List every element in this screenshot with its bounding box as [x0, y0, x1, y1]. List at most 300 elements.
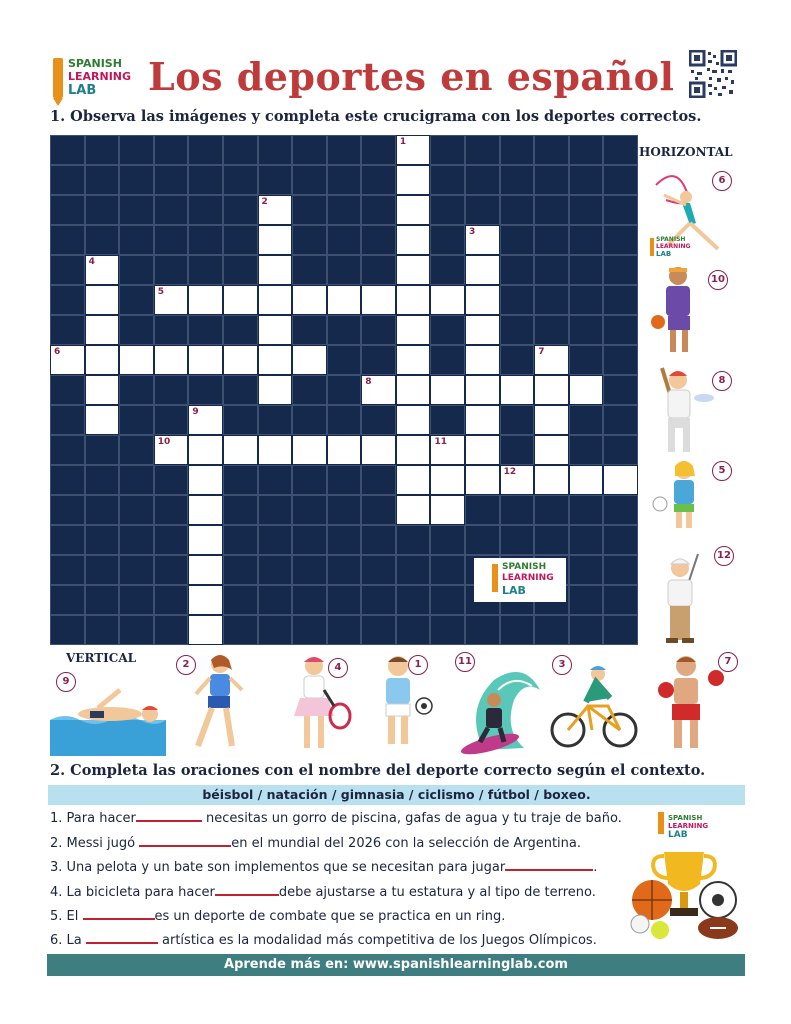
sentence-2-end: en el mundial del 2026 con la selección de Argentina. — [231, 836, 581, 851]
crossword-block — [361, 405, 396, 435]
crossword-block — [500, 135, 535, 165]
crossword-cell[interactable] — [223, 285, 258, 315]
crossword-block — [603, 405, 638, 435]
crossword-block — [327, 405, 362, 435]
badge-v3: 3 — [552, 655, 572, 675]
crossword-block — [327, 135, 362, 165]
clue-number: 1 — [399, 137, 407, 147]
crossword-block — [603, 525, 638, 555]
crossword-block — [50, 495, 85, 525]
crossword-cell[interactable] — [396, 435, 431, 465]
crossword-cell[interactable] — [258, 255, 293, 285]
crossword-cell[interactable] — [188, 465, 223, 495]
clue-number: 12 — [503, 467, 517, 477]
crossword-block — [154, 615, 189, 645]
crossword-cell[interactable] — [465, 225, 500, 255]
sentence-6-start: 6. La — [50, 933, 86, 948]
badge-v1: 1 — [408, 655, 428, 675]
crossword-block — [85, 525, 120, 555]
crossword-block — [154, 495, 189, 525]
clue-number: 10 — [157, 437, 171, 447]
crossword-block — [292, 555, 327, 585]
runner-icon — [180, 650, 252, 756]
crossword-cell[interactable] — [85, 315, 120, 345]
crossword-block — [119, 465, 154, 495]
crossword-block — [223, 195, 258, 225]
crossword-block — [361, 525, 396, 555]
crossword-block — [258, 165, 293, 195]
crossword-cell[interactable] — [188, 495, 223, 525]
crossword-block — [327, 495, 362, 525]
trophy-and-balls-icon — [628, 812, 740, 942]
crossword-block — [534, 135, 569, 165]
crossword-block — [327, 345, 362, 375]
crossword-block — [223, 165, 258, 195]
crossword-cell[interactable] — [534, 465, 569, 495]
crossword-block — [569, 615, 604, 645]
crossword-cell[interactable] — [430, 375, 465, 405]
crossword-block — [396, 525, 431, 555]
crossword-block — [569, 255, 604, 285]
answer-blank-5[interactable] — [83, 906, 155, 920]
crossword-cell[interactable] — [85, 285, 120, 315]
swimmer-icon — [50, 680, 166, 756]
crossword-cell[interactable] — [361, 375, 396, 405]
crossword-block — [500, 345, 535, 375]
crossword-block — [188, 315, 223, 345]
crossword-cell[interactable] — [327, 285, 362, 315]
badge-h6: 6 — [712, 171, 732, 191]
crossword-cell[interactable] — [154, 435, 189, 465]
crossword-block — [534, 165, 569, 195]
crossword-block — [430, 165, 465, 195]
crossword-block — [223, 465, 258, 495]
crossword-block — [154, 465, 189, 495]
crossword-cell[interactable] — [188, 555, 223, 585]
crossword-cell[interactable] — [396, 495, 431, 525]
crossword-block — [500, 285, 535, 315]
crossword-block — [327, 225, 362, 255]
crossword-cell[interactable] — [396, 135, 431, 165]
crossword-block — [154, 585, 189, 615]
sentence-2-start: 2. Messi jugó — [50, 836, 140, 851]
crossword-block — [569, 345, 604, 375]
crossword-cell[interactable] — [258, 375, 293, 405]
badge-h5: 5 — [712, 461, 732, 481]
crossword-block — [119, 255, 154, 285]
crossword-cell[interactable] — [258, 225, 293, 255]
badge-v11: 11 — [455, 652, 475, 672]
crossword-block — [534, 195, 569, 225]
crossword-cell[interactable] — [396, 465, 431, 495]
tennis-player-icon — [284, 650, 356, 756]
crossword-block — [603, 585, 638, 615]
answer-blank-3[interactable] — [505, 857, 593, 871]
footer-banner: Aprende más en: www.spanishlearninglab.com — [47, 954, 745, 976]
crossword-cell[interactable] — [223, 345, 258, 375]
crossword-cell[interactable] — [258, 315, 293, 345]
crossword-block — [603, 315, 638, 345]
crossword-block — [327, 375, 362, 405]
crossword-block — [603, 555, 638, 585]
crossword-block — [534, 315, 569, 345]
crossword-block — [430, 225, 465, 255]
crossword-cell[interactable] — [396, 195, 431, 225]
crossword-cell[interactable] — [119, 345, 154, 375]
crossword-block — [119, 375, 154, 405]
crossword-block — [50, 225, 85, 255]
crossword-block — [569, 165, 604, 195]
crossword-block — [603, 225, 638, 255]
crossword-cell[interactable] — [396, 375, 431, 405]
crossword-block — [430, 555, 465, 585]
clue-number: 9 — [192, 407, 199, 417]
crossword-cell[interactable] — [430, 285, 465, 315]
crossword-cell[interactable] — [396, 285, 431, 315]
grid-logo-line-3: LAB — [502, 584, 526, 597]
crossword-cell[interactable] — [361, 435, 396, 465]
sentence-1 — [50, 808, 622, 826]
crossword-block — [361, 465, 396, 495]
clue-number: 8 — [365, 377, 372, 387]
vertical-label: VERTICAL — [66, 651, 137, 665]
sentence-1-start: 1. Para hacer — [50, 811, 136, 826]
answer-blank-4[interactable] — [215, 882, 279, 896]
crossword-block — [50, 165, 85, 195]
crossword-cell[interactable] — [85, 255, 120, 285]
crossword-block — [292, 375, 327, 405]
crossword-cell[interactable] — [188, 435, 223, 465]
crossword-block — [465, 165, 500, 195]
crossword-block — [569, 585, 604, 615]
crossword-block — [569, 225, 604, 255]
crossword-block — [223, 525, 258, 555]
crossword-cell[interactable] — [465, 465, 500, 495]
crossword-block — [603, 195, 638, 225]
crossword-block — [188, 165, 223, 195]
crossword-block — [188, 195, 223, 225]
crossword-block — [258, 135, 293, 165]
spanish-learning-lab-logo — [50, 54, 142, 102]
sentence-5-end: es un deporte de combate que se practica en un ring. — [154, 909, 506, 924]
word-bank: béisbol / natación / gimnasia / ciclismo / fútbol / boxeo. — [48, 785, 745, 805]
clue-number: 11 — [434, 437, 447, 447]
crossword-block — [603, 135, 638, 165]
sentence-3-end: . — [593, 860, 598, 875]
crossword-block — [396, 615, 431, 645]
crossword-block — [327, 255, 362, 285]
crossword-block — [569, 495, 604, 525]
crossword-block — [85, 165, 120, 195]
crossword-block — [327, 315, 362, 345]
crossword-block — [188, 135, 223, 165]
crossword-cell[interactable] — [430, 465, 465, 495]
crossword-block — [154, 195, 189, 225]
crossword-block — [465, 525, 500, 555]
crossword-block — [258, 585, 293, 615]
crossword-block — [500, 195, 535, 225]
sentence-3 — [50, 857, 597, 875]
crossword-block — [292, 615, 327, 645]
clue-number: 4 — [88, 257, 95, 267]
crossword-block — [50, 405, 85, 435]
crossword-block — [603, 375, 638, 405]
crossword-block — [569, 405, 604, 435]
crossword-block — [292, 495, 327, 525]
crossword-cell[interactable] — [430, 435, 465, 465]
crossword-block — [50, 585, 85, 615]
logo-line-1: SPANISH — [68, 57, 122, 70]
crossword-cell[interactable] — [292, 435, 327, 465]
crossword-block — [500, 525, 535, 555]
crossword-cell[interactable] — [396, 225, 431, 255]
crossword-block — [119, 525, 154, 555]
crossword-block — [500, 495, 535, 525]
crossword-cell[interactable] — [569, 375, 604, 405]
crossword-block — [361, 255, 396, 285]
crossword-block — [223, 555, 258, 585]
crossword-block — [119, 615, 154, 645]
crossword-cell[interactable] — [50, 345, 85, 375]
crossword-block — [361, 345, 396, 375]
crossword-cell[interactable] — [188, 585, 223, 615]
crossword-block — [603, 495, 638, 525]
crossword-cell[interactable] — [327, 435, 362, 465]
crossword-block — [85, 585, 120, 615]
crossword-block — [258, 495, 293, 525]
crossword-block — [430, 525, 465, 555]
sentence-1-end: necesitas un gorro de piscina, gafas de agua y tu traje de baño. — [201, 811, 622, 826]
crossword-block — [119, 165, 154, 195]
crossword-cell[interactable] — [569, 465, 604, 495]
crossword-block — [50, 315, 85, 345]
crossword-block — [85, 195, 120, 225]
crossword-block — [396, 585, 431, 615]
answer-blank-6[interactable] — [86, 930, 158, 944]
crossword-block — [258, 555, 293, 585]
crossword-block — [327, 615, 362, 645]
crossword-cell[interactable] — [258, 285, 293, 315]
crossword-cell[interactable] — [188, 345, 223, 375]
crossword-cell[interactable] — [500, 465, 535, 495]
crossword-block — [430, 315, 465, 345]
crossword-cell[interactable] — [465, 285, 500, 315]
crossword-block — [154, 525, 189, 555]
crossword-block — [50, 135, 85, 165]
crossword-block — [361, 165, 396, 195]
crossword-cell[interactable] — [85, 345, 120, 375]
crossword-block — [85, 435, 120, 465]
crossword-cell[interactable] — [396, 315, 431, 345]
crossword-block — [430, 135, 465, 165]
crossword-block — [603, 435, 638, 465]
crossword-block — [223, 255, 258, 285]
sentence-5 — [50, 906, 505, 924]
crossword-block — [50, 255, 85, 285]
sentence-4 — [50, 882, 596, 900]
crossword-cell[interactable] — [188, 525, 223, 555]
crossword-cell[interactable] — [292, 345, 327, 375]
crossword-block — [50, 525, 85, 555]
sentences-instruction: 2. Completa las oraciones con el nombre del deporte correcto según el contexto. — [50, 762, 706, 779]
clue-number: 5 — [157, 287, 165, 297]
pencil-icon — [53, 58, 63, 98]
crossword-cell[interactable] — [465, 315, 500, 345]
baseball-player-icon — [652, 364, 716, 456]
answer-blank-2[interactable] — [139, 833, 231, 847]
svg-text:SPANISH: SPANISH — [668, 814, 703, 822]
crossword-block — [569, 435, 604, 465]
crossword-block — [119, 555, 154, 585]
crossword-block — [430, 255, 465, 285]
crossword-cell[interactable] — [188, 285, 223, 315]
badge-h12: 12 — [714, 546, 734, 566]
crossword-block — [430, 345, 465, 375]
crossword-cell[interactable] — [465, 405, 500, 435]
crossword-block — [361, 195, 396, 225]
sentence-6 — [50, 930, 597, 948]
crossword-block — [569, 285, 604, 315]
crossword-block — [188, 225, 223, 255]
crossword-cell[interactable] — [258, 435, 293, 465]
crossword-block — [603, 615, 638, 645]
crossword-cell[interactable] — [85, 405, 120, 435]
cyclist-icon — [548, 660, 640, 752]
crossword-block — [188, 375, 223, 405]
crossword-block — [500, 405, 535, 435]
crossword-cell[interactable] — [361, 285, 396, 315]
crossword-cell[interactable] — [534, 345, 569, 375]
crossword-block — [50, 465, 85, 495]
badge-v2: 2 — [176, 655, 196, 675]
crossword-block — [50, 375, 85, 405]
crossword-block — [119, 225, 154, 255]
crossword-cell[interactable] — [223, 435, 258, 465]
crossword-block — [361, 585, 396, 615]
page-title: Los deportes en español — [148, 54, 675, 99]
crossword-cell[interactable] — [292, 285, 327, 315]
clue-number: 2 — [261, 197, 268, 207]
crossword-instruction: 1. Observa las imágenes y completa este crucigrama con los deportes correctos. — [50, 108, 702, 125]
sentence-4-end: debe ajustarse a tu estatura y al tipo de terreno. — [278, 885, 596, 900]
crossword-cell[interactable] — [500, 375, 535, 405]
crossword-cell[interactable] — [85, 375, 120, 405]
crossword-block — [119, 495, 154, 525]
logo-line-2: LEARNING — [68, 70, 132, 83]
crossword-block — [85, 615, 120, 645]
crossword-block — [327, 585, 362, 615]
crossword-block — [292, 195, 327, 225]
crossword-block — [154, 315, 189, 345]
crossword-cell[interactable] — [258, 195, 293, 225]
crossword-block — [258, 615, 293, 645]
crossword-cell[interactable] — [430, 495, 465, 525]
surfer-icon — [454, 660, 544, 756]
crossword-block — [534, 495, 569, 525]
crossword-cell[interactable] — [188, 615, 223, 645]
grid-watermark-logo — [474, 558, 566, 602]
crossword-cell[interactable] — [534, 405, 569, 435]
crossword-cell[interactable] — [534, 435, 569, 465]
crossword-cell[interactable] — [603, 465, 638, 495]
crossword-block — [465, 195, 500, 225]
crossword-cell[interactable] — [258, 345, 293, 375]
crossword-block — [327, 525, 362, 555]
crossword-cell[interactable] — [154, 285, 189, 315]
sentence-5-start: 5. El — [50, 909, 83, 924]
qr-code-icon — [689, 50, 737, 98]
crossword-block — [292, 315, 327, 345]
clue-number: 7 — [538, 347, 545, 357]
crossword-cell[interactable] — [465, 375, 500, 405]
crossword-block — [223, 375, 258, 405]
crossword-block — [154, 225, 189, 255]
crossword-block — [465, 135, 500, 165]
crossword-cell[interactable] — [396, 255, 431, 285]
crossword-block — [154, 555, 189, 585]
crossword-cell[interactable] — [465, 435, 500, 465]
crossword-block — [292, 165, 327, 195]
sentence-2 — [50, 833, 581, 851]
crossword-cell[interactable] — [465, 345, 500, 375]
crossword-block — [50, 285, 85, 315]
crossword-cell[interactable] — [534, 375, 569, 405]
crossword-block — [119, 285, 154, 315]
horizontal-label: HORIZONTAL — [639, 145, 733, 159]
svg-text:LEARNING: LEARNING — [668, 822, 709, 830]
crossword-block — [50, 195, 85, 225]
crossword-block — [50, 555, 85, 585]
crossword-cell[interactable] — [396, 405, 431, 435]
sentence-4-start: 4. La bicicleta para hacer — [50, 885, 215, 900]
crossword-cell[interactable] — [465, 255, 500, 285]
crossword-block — [119, 135, 154, 165]
crossword-block — [85, 555, 120, 585]
crossword-block — [119, 195, 154, 225]
crossword-block — [569, 555, 604, 585]
crossword-block — [119, 315, 154, 345]
crossword-block — [154, 255, 189, 285]
crossword-cell[interactable] — [154, 345, 189, 375]
crossword-block — [50, 615, 85, 645]
crossword-block — [292, 225, 327, 255]
crossword-block — [85, 465, 120, 495]
golfer-icon — [650, 550, 714, 646]
crossword-block — [154, 165, 189, 195]
crossword-block — [85, 135, 120, 165]
crossword-cell[interactable] — [396, 165, 431, 195]
badge-h10: 10 — [708, 270, 728, 290]
crossword-cell[interactable] — [396, 345, 431, 375]
answer-blank-1[interactable] — [136, 808, 202, 822]
crossword-block — [534, 525, 569, 555]
mini-logo-icon: SPANISH LEARNING LAB — [648, 236, 688, 260]
crossword-block — [119, 435, 154, 465]
crossword-cell[interactable] — [188, 405, 223, 435]
crossword-block — [534, 285, 569, 315]
crossword-block — [569, 525, 604, 555]
crossword-block — [154, 375, 189, 405]
crossword-block — [327, 195, 362, 225]
crossword-block — [154, 405, 189, 435]
crossword-block — [361, 615, 396, 645]
crossword-block — [396, 555, 431, 585]
crossword-block — [258, 405, 293, 435]
boxer-icon — [650, 650, 730, 756]
crossword-block — [500, 435, 535, 465]
crossword-block — [223, 585, 258, 615]
crossword-block — [223, 135, 258, 165]
